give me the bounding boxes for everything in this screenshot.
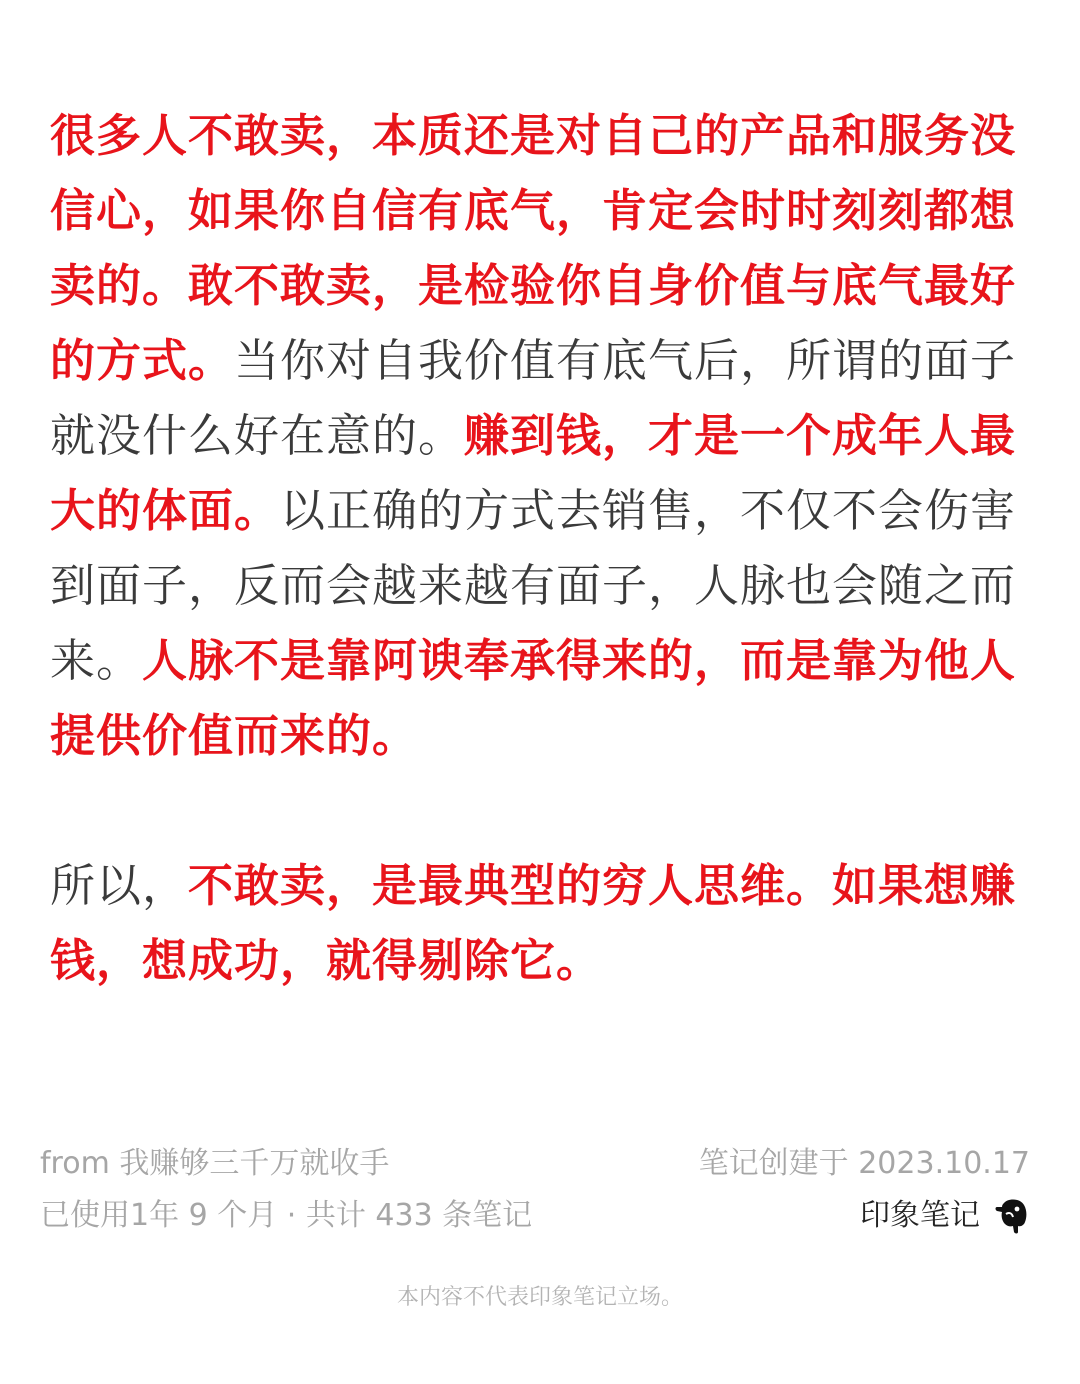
usage-line: 已使用1年 9 个月 · 共计 433 条笔记 xyxy=(40,1198,533,1233)
highlighted-text: 很多人不敢卖，本质还是对自己的产品和服务没信心，如果你自信有底气，肯定会时时刻刻都想卖的。敢不敢卖，是检验你自身价值与底气最好的方式。 xyxy=(50,109,1017,387)
evernote-elephant-icon xyxy=(994,1197,1030,1235)
note-body xyxy=(50,98,1025,998)
from-line: from 我赚够三千万就收手 xyxy=(40,1146,390,1181)
highlighted-text: 人脉不是靠阿谀奉承得来的，而是靠为他人提供价值而来的。 xyxy=(50,634,1017,762)
highlighted-text: 不敢卖，是最典型的穷人思维。如果想赚钱，想成功，就得剔除它。 xyxy=(50,859,1017,987)
note-source-info xyxy=(40,1138,532,1242)
disclaimer: 本内容不代表印象笔记立场。 xyxy=(396,1285,683,1310)
created-date: 笔记创建于 2023.10.17 xyxy=(698,1146,1030,1181)
note-paragraph xyxy=(50,848,1025,998)
body-text: 当你对自我价值有底气后，所谓的面子就没什么好在意的。 xyxy=(50,334,1017,462)
highlighted-text: 赚到钱，才是一个成年人最大的体面。 xyxy=(50,409,1017,537)
body-text: 以正确的方式去销售，不仅不会伤害到面子，反而会越来越有面子，人脉也会随之而来。 xyxy=(50,484,1017,687)
body-text: 所以， xyxy=(50,859,189,912)
brand-row xyxy=(699,1190,1030,1242)
note-created-info xyxy=(699,1138,1030,1242)
brand-name: 印象笔记 xyxy=(860,1198,980,1233)
note-paragraph xyxy=(50,98,1025,773)
